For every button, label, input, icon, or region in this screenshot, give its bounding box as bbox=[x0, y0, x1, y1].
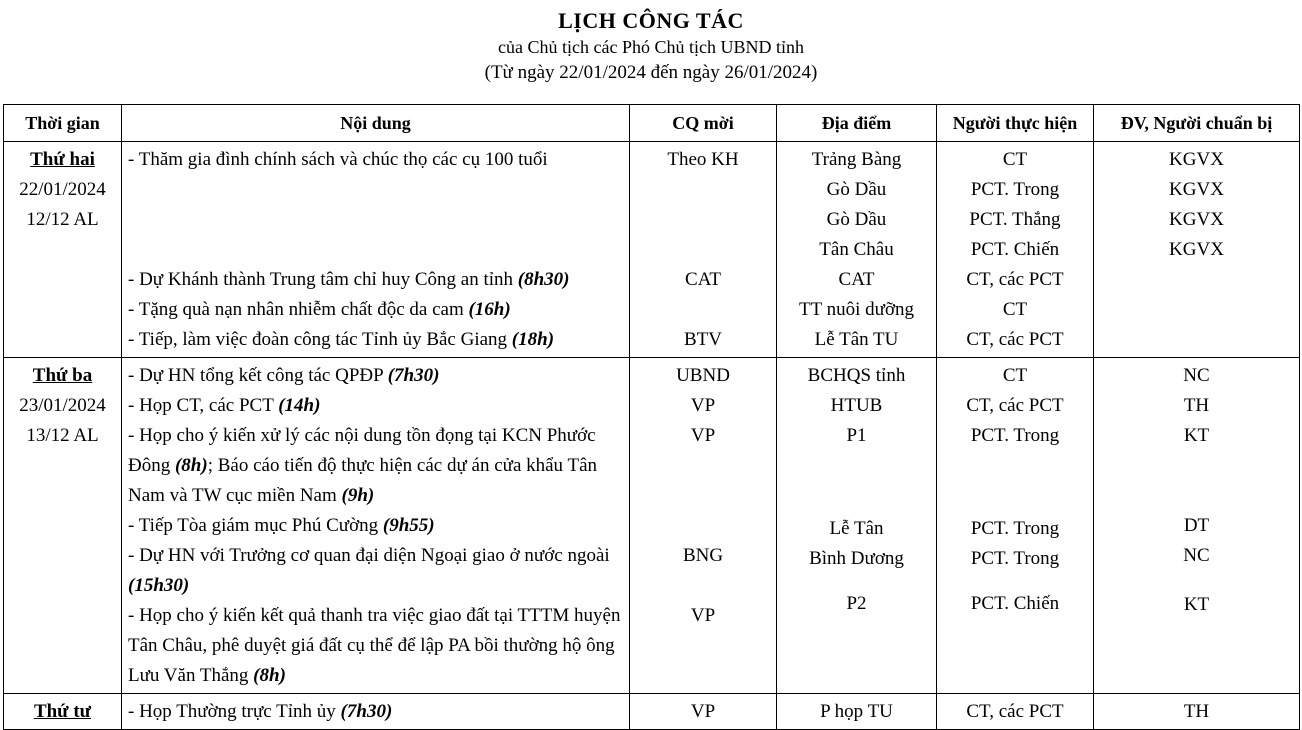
performer-value: PCT. Trong bbox=[970, 179, 1060, 200]
location-value: P1 bbox=[846, 425, 867, 446]
schedule-item: - Tiếp, làm việc đoàn công tác Tỉnh ủy Bắc Giang (18h) bbox=[128, 329, 555, 350]
inviter-cell bbox=[630, 358, 777, 694]
performer-value: PCT. Trong bbox=[970, 518, 1060, 539]
performer-value: PCT. Trong bbox=[970, 548, 1060, 569]
preparer-value: KGVX bbox=[1169, 149, 1224, 170]
preparer-value: TH bbox=[1183, 395, 1210, 416]
schedule-item: - Tiếp Tòa giám mục Phú Cường (9h55) bbox=[128, 515, 435, 536]
schedule-item: - Dự HN tổng kết công tác QPĐP (7h30) bbox=[128, 365, 440, 386]
schedule-item: - Họp CT, các PCT (14h) bbox=[128, 395, 321, 416]
preparer-value: KT bbox=[1183, 425, 1210, 446]
date-range: (Từ ngày 22/01/2024 đến ngày 26/01/2024) bbox=[484, 62, 818, 83]
inviter-value: UBND bbox=[676, 365, 730, 386]
day-row-monday bbox=[4, 142, 1300, 358]
content-cell bbox=[122, 142, 630, 358]
day-date: 22/01/2024 bbox=[19, 179, 106, 200]
schedule-item: - Dự HN với Trưởng cơ quan đại diện Ngoại giao ở nước ngoài (15h30) bbox=[128, 545, 610, 596]
preparer-value: KGVX bbox=[1169, 239, 1224, 260]
column-header-location: Địa điểm bbox=[777, 105, 937, 142]
schedule-item: - Họp cho ý kiến xử lý các nội dung tồn đọng tại KCN Phước Đông (8h); Báo cáo tiến độ thực hiện các dự án cửa khẩu Tân Nam và TW cục miền Nam (9h) bbox=[128, 425, 598, 506]
column-header-preparer: ĐV, Người chuẩn bị bbox=[1094, 105, 1300, 142]
day-row-wednesday bbox=[4, 694, 1300, 730]
day-date: 23/01/2024 bbox=[19, 395, 106, 416]
preparer-cell bbox=[1094, 694, 1300, 730]
day-name: Thứ tư bbox=[33, 701, 92, 722]
location-cell bbox=[777, 694, 937, 730]
performer-value: CT bbox=[1002, 149, 1028, 170]
location-value: CAT bbox=[838, 269, 875, 290]
location-value: Bình Dương bbox=[809, 548, 904, 569]
performer-value: CT bbox=[1002, 299, 1028, 320]
day-row-tuesday bbox=[4, 358, 1300, 694]
inviter-value: VP bbox=[690, 425, 716, 446]
performer-value: CT, các PCT bbox=[966, 701, 1064, 722]
location-value: BCHQS tỉnh bbox=[807, 365, 906, 386]
schedule-table bbox=[3, 104, 1300, 730]
column-header-inviter: CQ mời bbox=[630, 105, 777, 142]
column-header-content: Nội dung bbox=[122, 105, 630, 142]
performer-cell bbox=[937, 694, 1094, 730]
performer-value: PCT. Chiến bbox=[970, 593, 1060, 614]
location-value: Lễ Tân TU bbox=[814, 329, 899, 350]
preparer-value: KGVX bbox=[1169, 179, 1224, 200]
day-cell-monday bbox=[4, 142, 122, 358]
day-name: Thứ ba bbox=[32, 365, 93, 386]
location-value: Gò Dầu bbox=[826, 179, 887, 200]
inviter-value: VP bbox=[690, 701, 716, 722]
location-value: TT nuôi dưỡng bbox=[799, 299, 914, 320]
inviter-value: BTV bbox=[684, 329, 722, 350]
content-cell bbox=[122, 358, 630, 694]
location-value: P họp TU bbox=[820, 701, 893, 722]
column-header-performer: Người thực hiện bbox=[937, 105, 1094, 142]
preparer-value: TH bbox=[1183, 701, 1210, 722]
document-subtitle: của Chủ tịch các Phó Chủ tịch UBND tỉnh bbox=[498, 37, 804, 57]
performer-value: PCT. Chiến bbox=[970, 239, 1060, 260]
performer-value: PCT. Trong bbox=[970, 425, 1060, 446]
preparer-value: NC bbox=[1183, 545, 1210, 566]
inviter-value: Theo KH bbox=[667, 149, 739, 170]
schedule-item: - Dự Khánh thành Trung tâm chỉ huy Công an tỉnh (8h30) bbox=[128, 269, 570, 290]
performer-value: CT, các PCT bbox=[966, 329, 1064, 350]
location-value: Trảng Bàng bbox=[811, 149, 902, 170]
schedule-item: - Họp cho ý kiến kết quả thanh tra việc giao đất tại TTTM huyện Tân Châu, phê duyệt giá đất cụ thể để lập PA bồi thường hộ ông Lưu Văn Thắng (8h) bbox=[128, 605, 621, 686]
day-cell-wednesday bbox=[4, 694, 122, 730]
day-lunar-date: 12/12 AL bbox=[26, 209, 99, 230]
preparer-cell bbox=[1094, 358, 1300, 694]
inviter-value: BNG bbox=[682, 545, 724, 566]
preparer-value: DT bbox=[1183, 515, 1210, 536]
schedule-item: - Tặng quà nạn nhân nhiễm chất độc da cam (16h) bbox=[128, 299, 511, 320]
location-value: Tân Châu bbox=[819, 239, 894, 260]
preparer-value: KT bbox=[1183, 594, 1210, 615]
inviter-cell bbox=[630, 694, 777, 730]
location-value: Gò Dầu bbox=[826, 209, 887, 230]
inviter-value: VP bbox=[690, 395, 716, 416]
inviter-value: VP bbox=[690, 605, 716, 626]
location-cell bbox=[777, 358, 937, 694]
schedule-item: - Họp Thường trực Tỉnh ủy (7h30) bbox=[128, 701, 393, 722]
location-value: Lễ Tân bbox=[829, 518, 884, 539]
location-cell bbox=[777, 142, 937, 358]
location-value: HTUB bbox=[830, 395, 883, 416]
performer-cell bbox=[937, 142, 1094, 358]
performer-cell bbox=[937, 358, 1094, 694]
day-cell-tuesday bbox=[4, 358, 122, 694]
preparer-value: KGVX bbox=[1169, 209, 1224, 230]
content-cell bbox=[122, 694, 630, 730]
performer-value: CT bbox=[1002, 365, 1028, 386]
day-lunar-date: 13/12 AL bbox=[26, 425, 99, 446]
performer-value: CT, các PCT bbox=[966, 269, 1064, 290]
column-header-time: Thời gian bbox=[4, 105, 122, 142]
inviter-cell bbox=[630, 142, 777, 358]
inviter-value: CAT bbox=[685, 269, 721, 290]
day-name: Thứ hai bbox=[30, 149, 95, 170]
document-title: LỊCH CÔNG TÁC bbox=[558, 8, 744, 33]
performer-value: PCT. Thắng bbox=[969, 209, 1061, 230]
preparer-cell bbox=[1094, 142, 1300, 358]
location-value: P2 bbox=[846, 593, 867, 614]
table-header-row bbox=[4, 105, 1300, 142]
preparer-value: NC bbox=[1183, 365, 1210, 386]
performer-value: CT, các PCT bbox=[966, 395, 1064, 416]
schedule-item: - Thăm gia đình chính sách và chúc thọ các cụ 100 tuổi bbox=[128, 149, 548, 170]
